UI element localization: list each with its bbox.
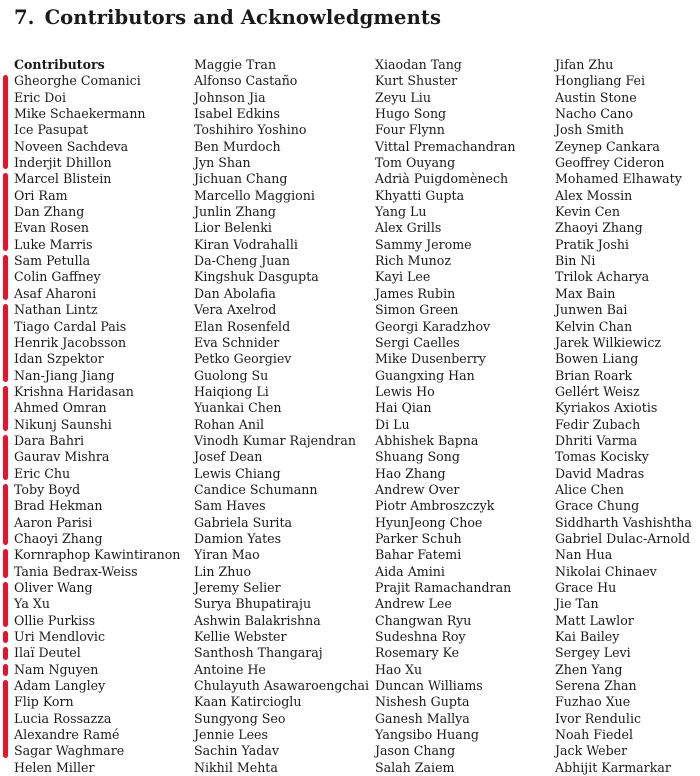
contributor-name: Sachin Yadav (194, 743, 279, 759)
contributor-name: Ori Ram (14, 187, 68, 203)
contributor-name: Ice Pasupat (14, 122, 89, 138)
contributors-column-1 (14, 57, 180, 776)
red-annotation-mark (3, 173, 8, 251)
contributor-name: Yangsibo Huang (375, 727, 479, 743)
contributor-name: Sungyong Seo (194, 710, 286, 726)
contributor-name: Trilok Acharya (555, 269, 650, 285)
contributor-name: Tiago Cardal Pais (14, 318, 127, 334)
contributor-name: Jie Tan (555, 596, 599, 612)
contributor-name: Alexandre Ramé (14, 727, 120, 743)
contributor-name: Vinodh Kumar Rajendran (194, 432, 356, 448)
contributor-name: Dara Bahri (14, 433, 180, 449)
contributor-name: Khyatti Gupta (375, 187, 465, 203)
contributor-name: Dan Abolafia (194, 285, 276, 301)
contributor-name: Toshihiro Yoshino (194, 122, 307, 138)
contributor-name: Candice Schumann (194, 481, 318, 497)
contributor-name: Tom Ouyang (375, 155, 456, 171)
contributor-name: Junwen Bai (555, 302, 628, 318)
contributor-name: Flip Korn (14, 694, 74, 710)
contributor-name: Pratik Joshi (555, 236, 629, 252)
contributor-name: Grace Chung (555, 498, 640, 514)
contributor-name: Hai Qian (375, 400, 432, 416)
contributor-name: Santhosh Thangaraj (194, 645, 323, 661)
contributor-name: Ivor Rendulic (555, 710, 642, 726)
red-annotation-mark (3, 631, 8, 643)
contributor-name: Aaron Parisi (14, 514, 93, 530)
contributor-name: Chaoyi Zhang (14, 530, 103, 546)
contributor-name: Ben Murdoch (194, 138, 281, 154)
contributor-name: Ilaï Deutel (14, 645, 180, 661)
contributor-name: Chulayuth Asawaroengchai (194, 678, 370, 694)
red-annotation-mark (3, 582, 8, 627)
contributor-name: Bin Ni (555, 253, 596, 269)
contributor-name: Krishna Haridasan (14, 384, 180, 400)
contributor-name: Brian Roark (555, 367, 633, 383)
contributor-name: Fedir Zubach (555, 416, 641, 432)
contributor-name: Henrik Jacobsson (14, 334, 127, 350)
red-annotation-mark (3, 549, 8, 578)
contributor-name: Rich Munoz (375, 253, 452, 269)
contributor-name: Brad Hekman (14, 498, 103, 514)
contributor-name: Andrew Lee (375, 596, 452, 612)
contributor-name: Sudeshna Roy (375, 629, 466, 645)
contributor-name: Nishesh Gupta (375, 694, 470, 710)
contributor-name: Asaf Aharoni (14, 285, 97, 301)
contributor-name: Inderjit Dhillon (14, 155, 112, 171)
contributor-name: Johnson Jia (194, 89, 266, 105)
contributor-name: Kelvin Chan (555, 318, 633, 334)
contributor-name: Kiran Vodrahalli (194, 236, 298, 252)
contributor-name: Prajit Ramachandran (375, 580, 512, 595)
contributor-name: Nikhil Mehta (194, 759, 278, 775)
contributor-name: Mike Dusenberry (375, 351, 486, 367)
contributor-name: Jyn Shan (194, 155, 251, 171)
contributor-name: Sergey Levi (555, 645, 631, 661)
contributor-name: Alex Grills (375, 220, 442, 236)
contributor-name: Yuankai Chen (194, 400, 282, 416)
contributors-label: Contributors (14, 57, 105, 72)
contributor-name: Rohan Anil (194, 416, 265, 432)
section-heading (14, 6, 441, 29)
contributor-name: Simon Green (375, 302, 459, 318)
contributor-name: Josh Smith (555, 122, 624, 138)
contributor-name: Helen Miller (14, 759, 95, 775)
contributor-name: Fuzhao Xue (555, 694, 631, 710)
contributor-name: Alice Chen (555, 481, 624, 497)
contributor-name: Josef Dean (194, 449, 263, 465)
contributor-name: Jennie Lees (194, 727, 268, 743)
red-annotation-mark (3, 75, 8, 169)
contributor-name: Kellie Webster (194, 629, 287, 645)
contributor-name: HyunJeong Choe (375, 514, 483, 530)
contributor-name: Shuang Song (375, 449, 460, 465)
contributor-name: Jeremy Selier (194, 580, 281, 595)
red-annotation-mark (3, 386, 8, 431)
contributor-name: Antoine He (194, 661, 266, 677)
contributor-name: Serena Zhan (555, 678, 637, 694)
contributor-name: Max Bain (555, 285, 616, 301)
red-annotation-mark (3, 664, 8, 676)
contributor-name: Kornraphop Kawintiranon (14, 547, 180, 563)
contributor-name: Kingshuk Dasgupta (194, 269, 319, 285)
contributor-name: Luke Marris (14, 236, 93, 252)
contributor-name: Sammy Jerome (375, 236, 472, 252)
contributor-name: Tania Bedrax-Weiss (14, 563, 138, 579)
contributor-name: Kai Bailey (555, 629, 620, 645)
red-annotation-mark (3, 304, 8, 382)
contributor-name: Eric Chu (14, 465, 71, 481)
contributor-name: Siddharth Vashishtha (555, 514, 692, 530)
contributor-name: Four Flynn (375, 122, 445, 138)
contributor-name: Gabriel Dulac-Arnold (555, 530, 691, 546)
contributor-name: Maggie Tran (194, 57, 277, 72)
red-annotation-mark (3, 647, 8, 659)
contributor-name: Abhishek Bapna (375, 432, 479, 448)
contributor-name: Gheorghe Comanici (14, 73, 180, 89)
contributor-name: Zeyu Liu (375, 89, 431, 105)
contributor-name: Kaan Katircioglu (194, 694, 302, 710)
contributor-name: Bahar Fatemi (375, 547, 462, 563)
contributor-name: Sagar Waghmare (14, 743, 125, 759)
contributor-name: Mohamed Elhawaty (555, 171, 682, 187)
contributor-name: Hao Zhang (375, 465, 446, 481)
contributor-name: Rosemary Ke (375, 645, 460, 661)
contributor-name: Vera Axelrod (194, 302, 277, 318)
contributor-name: Uri Mendlovic (14, 629, 180, 645)
contributor-name: Marcel Blistein (14, 171, 180, 187)
contributor-name: Oliver Wang (14, 580, 180, 596)
contributor-name: Nan Hua (555, 547, 613, 563)
red-annotation-mark (3, 680, 8, 758)
contributor-name: Mike Schaekermann (14, 106, 146, 122)
contributor-name: Salah Zaiem (375, 759, 455, 775)
contributor-name: Zhaoyi Zhang (555, 220, 643, 236)
contributors-column-3 (375, 57, 515, 776)
contributor-name: Gaurav Mishra (14, 449, 110, 465)
contributor-name: Geoffrey Cideron (555, 155, 665, 171)
contributor-name: Jifan Zhu (555, 57, 614, 72)
contributor-name: Georgi Karadzhov (375, 318, 491, 334)
contributor-name: Nikolai Chinaev (555, 563, 657, 579)
contributor-name: Junlin Zhang (194, 204, 276, 220)
contributor-name: Marcello Maggioni (194, 187, 315, 203)
contributor-name: Piotr Ambroszczyk (375, 498, 495, 514)
red-annotation-mark (3, 255, 8, 300)
contributor-name: Dhriti Varma (555, 432, 638, 448)
contributor-name: Yiran Mao (194, 547, 260, 563)
contributor-name: Bowen Liang (555, 351, 639, 367)
contributor-name: Hongliang Fei (555, 73, 646, 89)
contributor-name: Da-Cheng Juan (194, 253, 291, 269)
contributor-name: Lewis Ho (375, 383, 435, 399)
contributor-name: Jack Weber (555, 743, 628, 759)
contributor-name: Austin Stone (555, 89, 637, 105)
contributor-name: Hugo Song (375, 106, 447, 122)
contributor-name: Nathan Lintz (14, 302, 180, 318)
contributor-name: Ya Xu (14, 596, 50, 612)
contributor-name: Alex Mossin (555, 187, 633, 203)
contributor-name: Adrià Puigdomènech (375, 171, 509, 187)
red-annotation-mark (3, 484, 8, 545)
contributor-name: Sam Petulla (14, 253, 180, 269)
contributor-name: Toby Boyd (14, 482, 180, 498)
contributor-name: Noveen Sachdeva (14, 138, 129, 154)
contributor-name: Jason Chang (375, 743, 456, 759)
contributor-name: Eva Schnider (194, 334, 280, 350)
contributor-name: Changwan Ryu (375, 612, 472, 628)
contributor-name: Lin Zhuo (194, 563, 252, 579)
contributor-name: Sergi Caelles (375, 334, 460, 350)
contributor-name: Surya Bhupatiraju (194, 596, 312, 612)
contributor-name: Andrew Over (375, 481, 460, 497)
contributor-name: Isabel Edkins (194, 106, 280, 122)
contributor-name: Petko Georgiev (194, 351, 292, 367)
contributor-name: Ganesh Mallya (375, 710, 470, 726)
section-number: 7. (14, 6, 35, 29)
contributor-name: Haiqiong Li (194, 383, 269, 399)
contributor-name: Lucia Rossazza (14, 710, 112, 726)
contributors-column-4 (555, 57, 692, 776)
contributor-name: James Rubin (375, 285, 456, 301)
contributor-name: Kyriakos Axiotis (555, 400, 658, 416)
contributor-name: Di Lu (375, 416, 410, 432)
contributor-name: Guolong Su (194, 367, 269, 383)
contributor-name: Grace Hu (555, 580, 617, 595)
contributor-name: Kurt Shuster (375, 73, 458, 89)
contributor-name: Yang Lu (375, 204, 427, 220)
contributor-name: Nam Nguyen (14, 662, 180, 678)
contributor-name: Jarek Wilkiewicz (555, 334, 662, 350)
contributor-name: Nacho Cano (555, 106, 634, 122)
contributor-name: Dan Zhang (14, 204, 85, 220)
contributor-name: Evan Rosen (14, 220, 90, 236)
contributor-name: Tomas Kocisky (555, 449, 649, 465)
contributor-name: Noah Fiedel (555, 727, 633, 743)
contributor-name: Adam Langley (14, 678, 180, 694)
contributor-name: Duncan Williams (375, 678, 483, 694)
contributor-name: Kevin Cen (555, 204, 620, 220)
contributor-name: Aida Amini (375, 563, 445, 579)
contributor-name: Damion Yates (194, 530, 282, 546)
contributor-name: Idan Szpektor (14, 351, 104, 367)
contributor-name: Vittal Premachandran (375, 138, 516, 154)
contributor-name: Hao Xu (375, 661, 423, 677)
contributor-name: Gabriela Surita (194, 514, 293, 530)
contributor-name: Nan-Jiang Jiang (14, 367, 115, 383)
contributor-name: Ollie Purkiss (14, 612, 96, 628)
contributors-column-2 (194, 57, 369, 776)
contributor-name: Eric Doi (14, 89, 67, 105)
contributor-name: Nikunj Saunshi (14, 416, 112, 432)
contributor-name: Alfonso Castaño (194, 73, 298, 89)
contributor-name: Elan Rosenfeld (194, 318, 291, 334)
contributor-name: Zhen Yang (555, 661, 623, 677)
contributor-name: Matt Lawlor (555, 612, 634, 628)
contributor-name: Guangxing Han (375, 367, 475, 383)
contributor-name: Xiaodan Tang (375, 57, 462, 72)
contributor-name: Jichuan Chang (194, 171, 288, 187)
contributor-name: Parker Schuh (375, 530, 462, 546)
contributor-name: Lewis Chiang (194, 465, 281, 481)
contributor-name: Lior Belenki (194, 220, 272, 236)
contributor-name: Colin Gaffney (14, 269, 101, 285)
contributor-name: David Madras (555, 465, 645, 481)
contributor-name: Ashwin Balakrishna (194, 612, 321, 628)
contributor-name: Kayi Lee (375, 269, 431, 285)
contributor-name: Ahmed Omran (14, 400, 107, 416)
red-annotation-mark (3, 435, 8, 480)
contributor-name: Abhijit Karmarkar (555, 759, 671, 775)
contributor-name: Zeynep Cankara (555, 138, 660, 154)
contributor-name: Gellért Weisz (555, 383, 640, 399)
section-title: Contributors and Acknowledgments (44, 6, 442, 29)
contributor-name: Sam Haves (194, 498, 266, 514)
